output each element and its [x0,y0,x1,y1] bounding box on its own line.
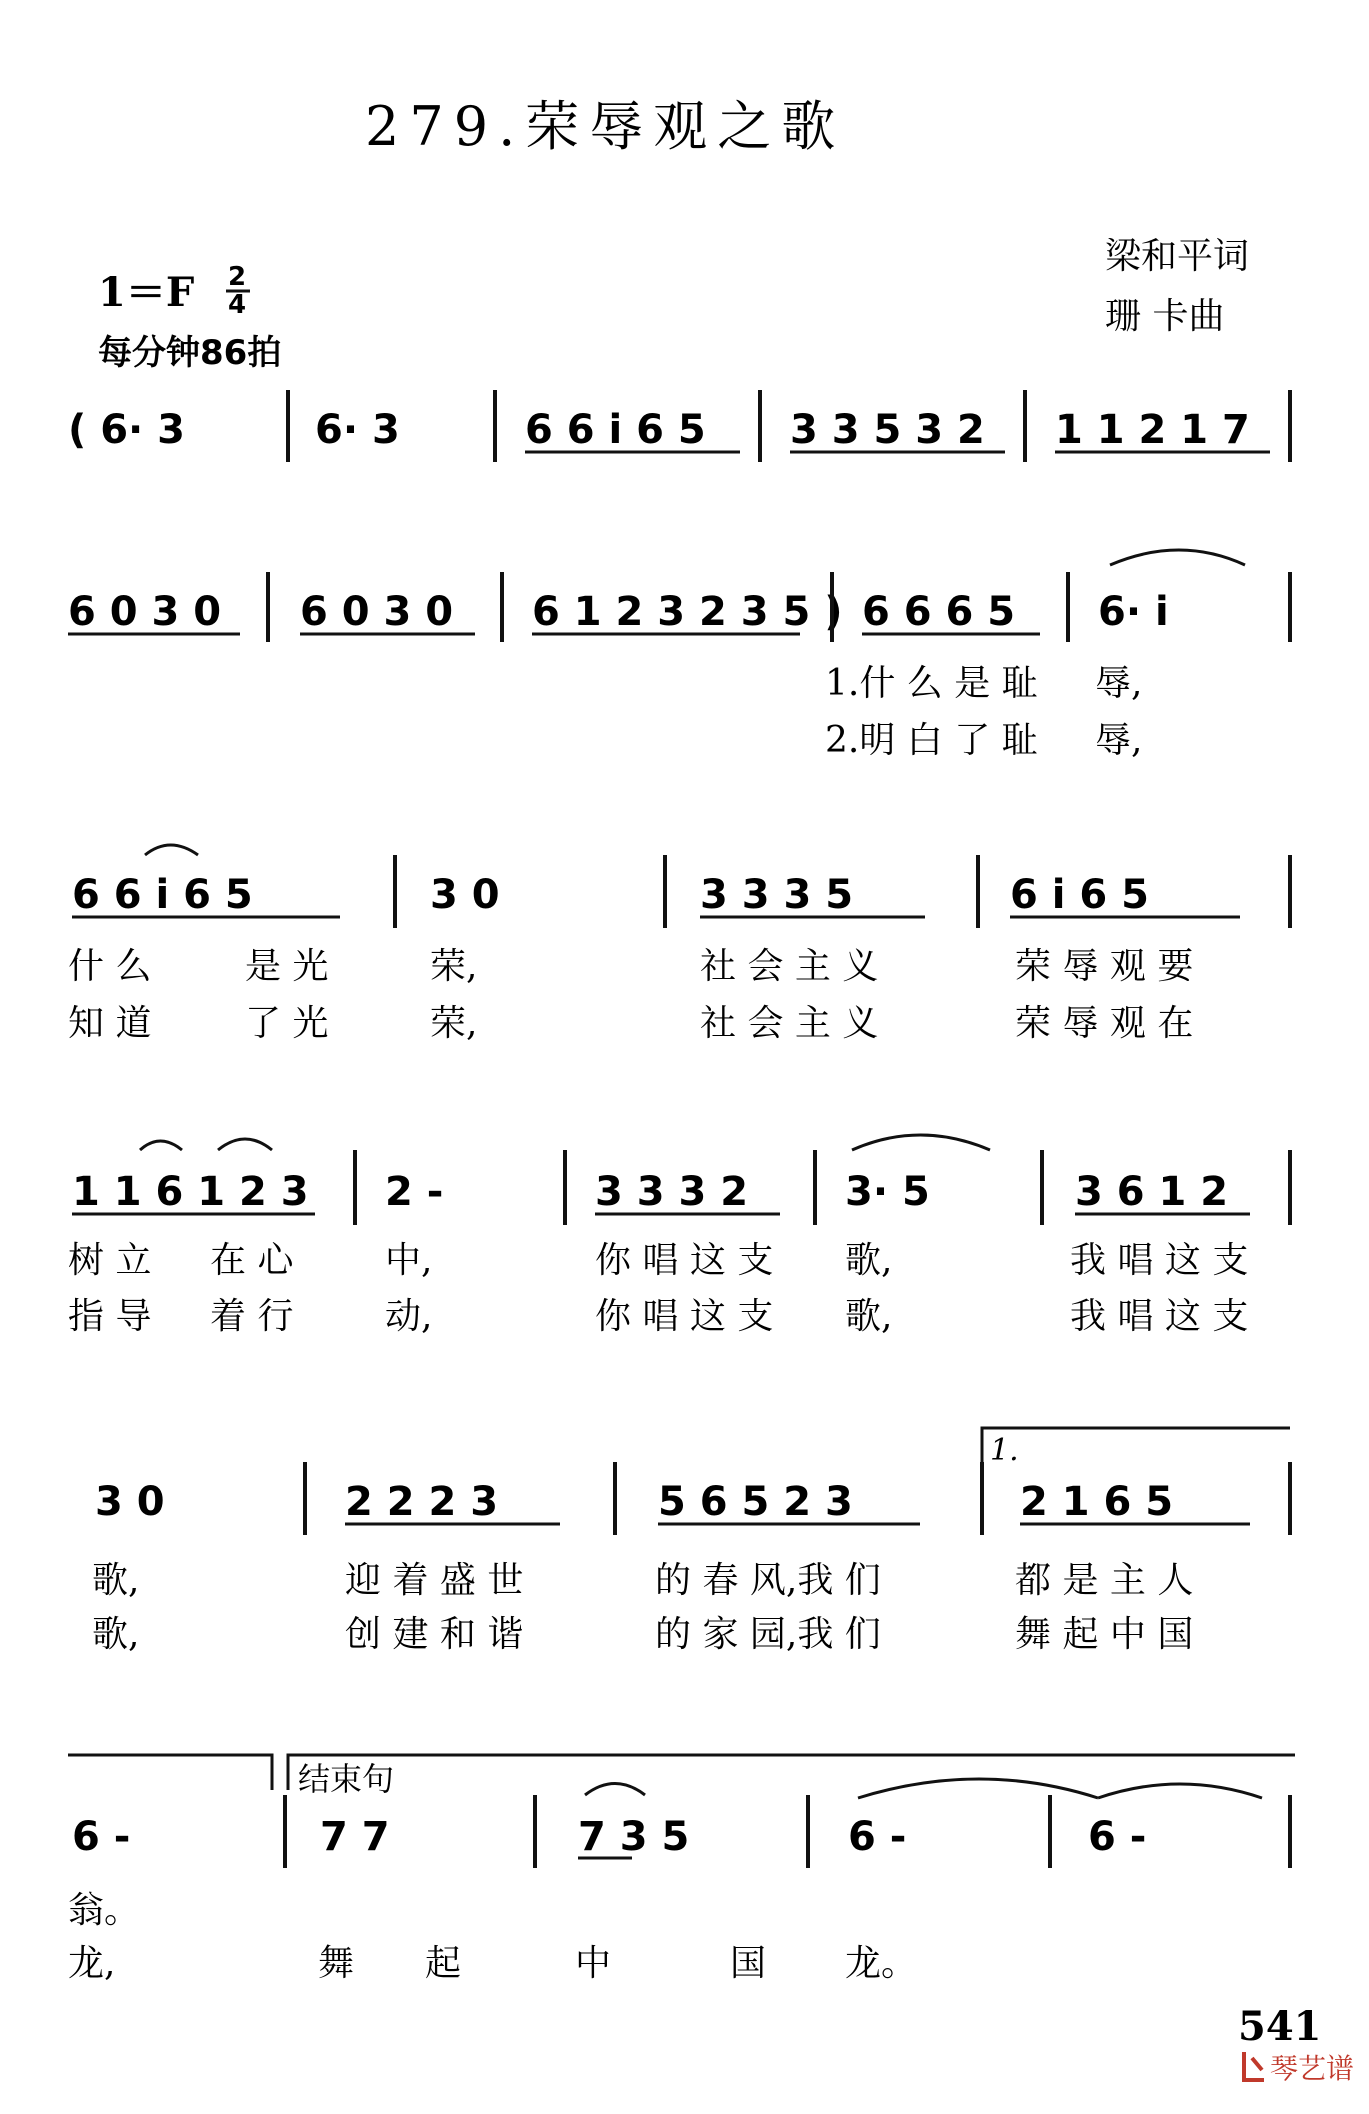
measure-4-5: 3 6 1 2 [1075,1169,1229,1215]
measure-5-2: 2 2 2 3 [345,1479,499,1525]
lyric-3-v1-b: 是 光 [245,946,329,987]
measure-1-5: 1 1 2 1 7 [1055,407,1250,453]
measure-6-5: 6 - [1088,1814,1147,1860]
lyric-3-v1-d: 社 会 主 义 [700,946,879,987]
lyric-6-v2-e: 国 [730,1943,767,1984]
measure-3-4: 6 i 6 5 [1010,872,1149,918]
composer-credit: 珊 卡曲 [1105,296,1225,337]
slur-6-3 [585,1784,645,1796]
measure-6-3: 7 3 5 [578,1814,690,1860]
lyric-3-v2-a: 知 道 [68,1003,152,1044]
tempo-mark: 每分钟86拍 [98,333,282,373]
key-signature: 1＝F [98,269,195,316]
slur-4-1b [218,1139,272,1150]
lyric-3-v2-d: 社 会 主 义 [700,1003,879,1044]
measure-4-1: 1 1 6 1 2 3 [72,1169,309,1215]
lyric-5-v2-d: 舞 起 中 国 [1015,1614,1194,1655]
lyric-3-v2-b: 了 光 [245,1003,329,1044]
measure-5-1: 3 0 [95,1479,165,1525]
lyric-4-v2-b: 着 行 [210,1296,294,1337]
lyric-4-v2-f: 我 唱 这 支 [1070,1296,1249,1337]
measure-2-4: 6 6 6 5 [862,589,1016,635]
slur-2-5 [1110,550,1245,565]
measure-2-5: 6· i [1098,589,1169,635]
lyric-6-v2-c: 起 [425,1943,462,1984]
system-2 [68,550,1290,761]
measure-6-4: 6 - [848,1814,907,1860]
system-1 [68,390,1290,462]
measure-4-3: 3 3 3 2 [595,1169,749,1215]
lyric-4-v2-d: 你 唱 这 支 [595,1296,774,1337]
volta-1-continuation [68,1755,272,1790]
lyric-4-v1-d: 你 唱 这 支 [595,1240,774,1281]
lyric-5-v2-b: 创 建 和 谐 [345,1614,524,1655]
lyric-6-v2-b: 舞 [318,1943,355,1984]
measure-3-1: 6 6 i 6 5 [72,872,253,918]
lyric-2-v2-a: 2.明 白 了 耻 [825,720,1038,761]
lyric-3-v1-c: 荣, [430,946,478,987]
measure-4-2: 2 - [385,1169,444,1215]
measure-1-3: 6 6 i 6 5 [525,407,706,453]
volta-1-bracket [982,1428,1290,1470]
system-5 [92,1428,1290,1655]
lyric-3-v2-e: 荣 辱 观 在 [1015,1003,1194,1044]
measure-2-3: 6 1 2 3 2 3 5 ) [532,589,843,635]
lyric-4-v2-c: 动, [385,1296,433,1337]
slur-4-1a [140,1141,182,1150]
lyric-2-v2-b: 辱, [1095,720,1143,761]
lyric-5-v1-a: 歌, [92,1560,140,1601]
tie-6-5 [1098,1784,1262,1798]
system-4 [68,1135,1290,1337]
meter-bottom: 4 [228,290,247,320]
measure-3-2: 3 0 [430,872,500,918]
song-title: 279.荣辱观之歌 [365,95,846,158]
watermark-text: 琴艺谱 [1270,2052,1355,2085]
lyric-4-v1-b: 在 心 [210,1240,294,1281]
lyric-5-v1-b: 迎 着 盛 世 [345,1560,524,1601]
tie-6-4 [858,1779,1098,1798]
measure-6-2: 7 7 [320,1814,390,1860]
lyric-4-v2-e: 歌, [845,1296,893,1337]
measure-1-1: ( 6· 3 [68,407,185,453]
volta-1-label: 1. [990,1433,1019,1468]
lyric-4-v1-c: 中, [385,1240,433,1281]
measure-3-3: 3 3 3 5 [700,872,854,918]
ending-bracket [288,1755,1295,1790]
lyric-5-v1-d: 都 是 主 人 [1015,1560,1194,1601]
lyric-3-v1-e: 荣 辱 观 要 [1015,946,1194,987]
lyric-4-v1-f: 我 唱 这 支 [1070,1240,1249,1281]
system-6 [68,1755,1295,1984]
lyric-4-v2-a: 指 导 [68,1296,152,1337]
lyric-3-v2-c: 荣, [430,1003,478,1044]
watermark-logo [1244,2052,1354,2085]
slur-4-4 [852,1135,990,1150]
ending-label: 结束句 [298,1760,395,1798]
lyric-6-v1-a: 翁。 [68,1890,141,1931]
lyric-5-v2-c: 的 家 园,我 们 [655,1614,881,1655]
meter-top: 2 [228,262,247,292]
lyric-6-v2-f: 龙。 [845,1943,918,1984]
watermark-icon [1244,2052,1264,2080]
lyric-5-v2-a: 歌, [92,1614,140,1655]
page-number: 541 [1238,2003,1322,2050]
lyric-6-v2-d: 中 [575,1943,612,1984]
lyric-4-v1-a: 树 立 [68,1240,152,1281]
slur-3-1 [145,845,198,855]
measure-1-4: 3 3 5 3 2 [790,407,985,453]
measure-5-4: 2 1 6 5 [1020,1479,1174,1525]
measure-4-4: 3· 5 [845,1169,930,1215]
lyric-2-v1-a: 1.什 么 是 耻 [825,663,1038,704]
lyric-4-v1-e: 歌, [845,1240,893,1281]
lyric-3-v1-a: 什 么 [68,946,152,987]
lyric-5-v1-c: 的 春 风,我 们 [655,1560,881,1601]
system-3 [68,845,1290,1044]
measure-1-2: 6· 3 [315,407,400,453]
lyric-2-v1-b: 辱, [1095,663,1143,704]
lyric-6-v2-a: 龙, [68,1943,116,1984]
measure-2-1: 6 0 3 0 [68,589,222,635]
measure-2-2: 6 0 3 0 [300,589,454,635]
measure-6-1: 6 - [72,1814,131,1860]
measure-5-3: 5 6 5 2 3 [658,1479,853,1525]
lyricist-credit: 梁和平词 [1105,236,1250,277]
